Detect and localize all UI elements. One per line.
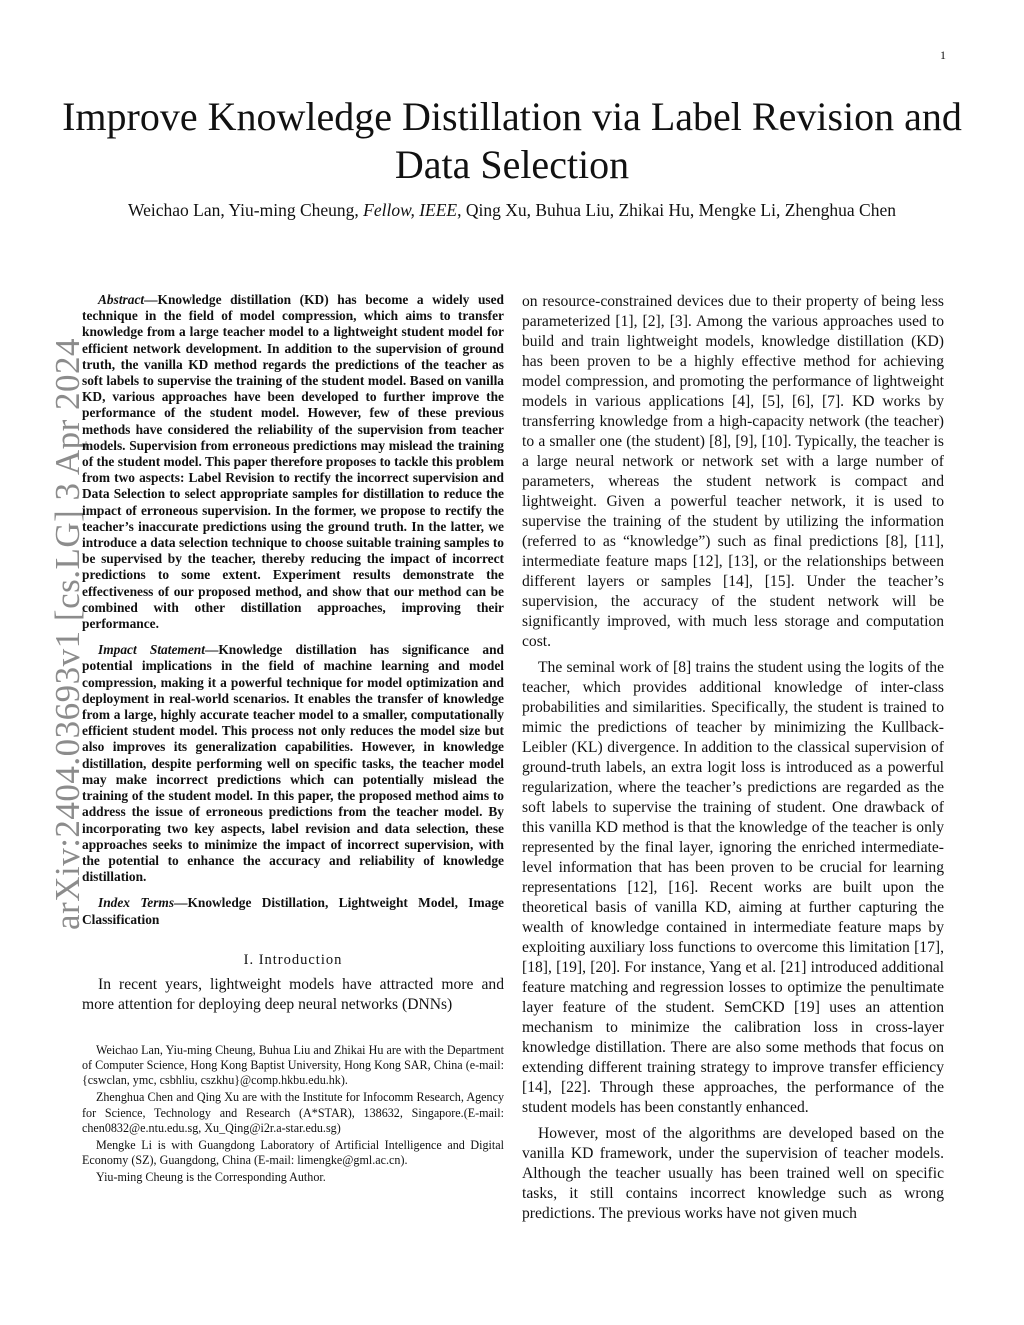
arxiv-watermark: arXiv:2404.03693v1 [cs.LG] 3 Apr 2024 (48, 337, 87, 930)
author-list (40, 200, 984, 221)
index-label: Index Terms (98, 895, 175, 911)
intro-paragraph-3: However, most of the algorithms are developed based on the vanilla KD framework, under the supervision of teacher models. Although the teacher usually has been trained well on specific tasks, it still contains incorrect knowledge such as wrong predictions. The previous works have not given much (522, 1125, 944, 1222)
intro-paragraph-1: In recent years, lightweight models have attracted more and more attention for deploying deep neural networks (DNNs) (82, 975, 504, 1013)
impact-statement (82, 642, 504, 885)
section-heading-introduction: I. Introduction (243, 951, 343, 968)
impact-text: —Knowledge distillation has significance and potential implications in the field of machine learning and model compression, making it a powerful technique for model optimization and deployment in real-world scenarios. It enables the transfer of knowledge from a large, highly accurate teacher model to a smaller, computationally efficient student model. This process not only reduces the model size but also improves its generalization capabilities. However, in knowledge distillation, despite performing well on specific tasks, the teacher model may make incorrect predictions which can potentially mislead the training of the student model. In this paper, the proposed method aims to address the issue of erroneous predictions from the teacher model. By incorporating two key aspects, label revision and data selection, these approaches seeks to minimize the impact of incorrect supervision, with the potential to enhance the accuracy and reliability of knowledge distillation. (82, 642, 504, 885)
abstract (82, 292, 504, 632)
paper-title: Improve Knowledge Distillation via Label Revision and Data Selection (62, 94, 962, 187)
footnote: Yiu-ming Cheung is the Corresponding Author. (96, 1170, 326, 1185)
right-column (522, 292, 944, 1230)
intro-paragraph-continued: on resource-constrained devices due to their property of being less parameterized [1], [2], [3]. Among the various approaches used to build and train lightweight models, knowledge distillation (KD) has been proven to be a highly effective method for achieving model compression, and promoting the performance of lightweight models in various applications [4], [5], [6], [7]. KD works by transferring knowledge from a high-capacity network (the teacher) to a smaller one (the student) [8], [9], [10]. Typically, the teacher is a large neural network or network set with a large number of parameters, whereas the student network is compact and lightweight. Given a powerful teacher network, it is used to supervise the training of the student by utilizing the information (referred to as “knowledge”) such as final predictions [8], [11], intermediate feature maps [12], [13], or the relationships between different layers or samples [14], [15]. Under the teacher’s supervision, the accuracy of the student network will be significantly improved, with much less storage and computation cost. (522, 293, 944, 650)
left-column (82, 292, 504, 1188)
footnote: Mengke Li is with Guangdong Laboratory of Artificial Intelligence and Digital Economy (SZ), Guangdong, China (E-mail: limengke@gml.ac.cn). (82, 1137, 504, 1168)
index-terms (82, 895, 504, 927)
footnote: Zhenghua Chen and Qing Xu are with the Institute for Infocomm Research, Agency for Science, Technology and Research (A*STAR), 138632, Singapore.(E-mail: chen0832@e.ntu.edu.sg, Xu_Qing@i2r.a-star.edu.sg) (82, 1090, 504, 1135)
abstract-text: —Knowledge distillation (KD) has become a widely used technique in the field of model compression, which aims to transfer knowledge from a large teacher model to a lightweight student model for efficient network development. In addition to the supervision of ground truth, the vanilla KD method regards the predictions of the teacher as soft labels to supervise the training of the student model. Based on vanilla KD, various approaches have been developed to further improve the performance of the student model. However, few of these previous methods have considered the reliability of the supervision from teacher models. Supervision from erroneous predictions may mislead the training of the student model. This paper therefore proposes to tackle this problem from two aspects: Label Revision to rectify the incorrect supervision and Data Selection to select appropriate samples for distillation to reduce the impact of erroneous supervision. In the former, we propose to rectify the teacher’s inaccurate predictions using the ground truth. In the latter, we introduce a data selection technique to choose suitable training samples to be supervised by the teacher, thereby reducing the impact of incorrect predictions to some extent. Experiment results demonstrate the effectiveness of our proposed method, and show that our method can be combined with other distillation approaches, improving their performance. (82, 292, 504, 632)
authors-fellow: Fellow, IEEE (363, 200, 458, 220)
index-text: —Knowledge Distillation, Lightweight Model, Image Classification (82, 895, 505, 927)
abstract-label: Abstract (98, 292, 145, 307)
authors-part1: Weichao Lan, Yiu-ming Cheung, (128, 200, 364, 220)
footnote: Weichao Lan, Yiu-ming Cheung, Buhua Liu and Zhikai Hu are with the Department of Computer Science, Hong Kong Baptist University, Hong Kong SAR, China (e-mail:{cswclan, ymc, csbhliu, cszkhu}@comp.hkbu.edu.hk). (82, 1042, 504, 1088)
authors-part2: , Qing Xu, Buhua Liu, Zhikai Hu, Mengke Li, Zhenghua Chen (457, 200, 896, 220)
footnotes (82, 1043, 504, 1186)
page-number: 1 (940, 48, 946, 62)
intro-paragraph-2: The seminal work of [8] trains the student using the logits of the teacher, which provides additional knowledge of inter-class probabilities and similarities. Specifically, the student is trained to mimic the predictions of teacher by minimizing the Kullback-Leibler (KL) divergence. In addition to the classical supervision of ground-truth labels, an extra logit loss is introduced as a powerful regularization, where the teacher’s predictions are regarded as the soft labels to supervise the training of student. One drawback of this vanilla KD method is that the knowledge of the teacher is only represented by the final layer, ignoring the enriched intermediate-level information that has been proven to be crucial for learning representations [12], [16]. Recent works are built upon the theoretical basis of vanilla KD, aiming at further capturing the wealth of knowledge contained in intermediate feature maps by exploiting auxiliary loss functions to overcome this limitation [17], [18], [19], [20]. For instance, Yang et al. [21] introduced additional feature matching and regression losses to optimize the penultimate layer feature of the student. SemCKD [19] uses an attention mechanism to minimize the calibration loss in cross-layer knowledge distillation. There are also some methods that focus on extending different training strategy to improve transfer efficiency [14], [22]. Through these approaches, the performance of the student models has been constantly enhanced. (522, 659, 944, 1116)
impact-label: Impact Statement (98, 642, 205, 658)
